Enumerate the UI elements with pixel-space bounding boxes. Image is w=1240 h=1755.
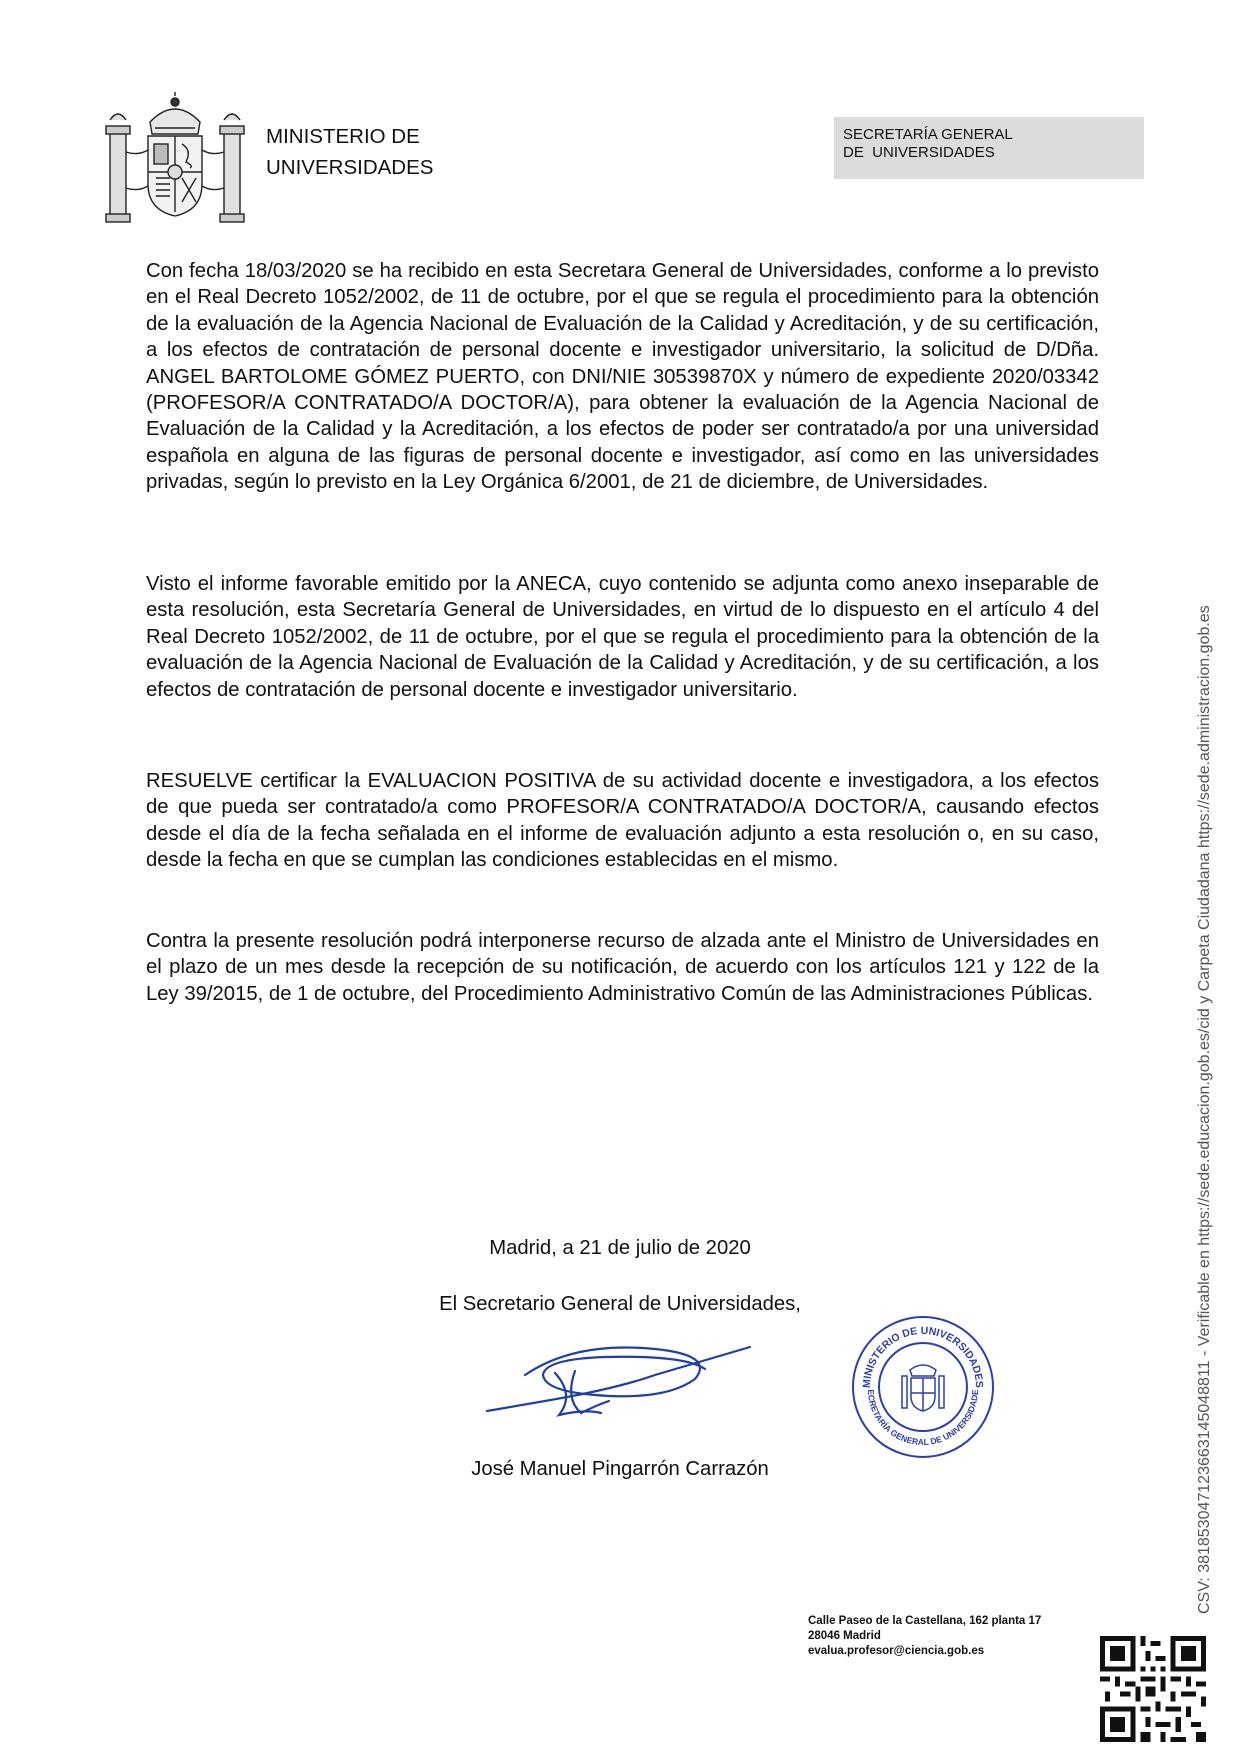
secretaria-line-1: SECRETARÍA GENERAL — [843, 126, 1013, 143]
ministry-line-2: UNIVERSIDADES — [266, 156, 434, 179]
csv-verification-text: CSV: 381853047123663145048811 - Verificable en https://sede.educacion.gob.es/cid y Carpeta Ciudadana https://sede.administracion.gob.es — [1196, 605, 1213, 1614]
contact-email: evalua.profesor@ciencia.gob.es — [808, 1645, 985, 1657]
ministry-line-1: MINISTERIO DE — [266, 125, 420, 148]
signer-name: José Manuel Pingarrón Carrazón — [471, 1458, 769, 1480]
footer-address — [808, 1614, 1041, 1659]
secretaria-label — [843, 126, 1013, 162]
signer-title: El Secretario General de Universidades, — [439, 1293, 801, 1315]
coat-of-arms-icon — [100, 92, 250, 228]
secretaria-line-2: DE UNIVERSIDADES — [843, 144, 995, 161]
address-line-2: 28046 Madrid — [808, 1630, 881, 1642]
paragraph-request: Con fecha 18/03/2020 se ha recibido en esta Secretara General de Universidades, conforme a lo previsto en el Real Decreto 1052/2002, de 11 de octubre, por el que se regula el procedimiento para la obtención de la evaluación de la Agencia Nacional de Evaluación de la Calidad y Acreditación, y de su certificación, a los efectos de contratación de personal docente e investigador universitario, la solicitud de D/Dña. ANGEL BARTOLOME GÓMEZ PUERTO, con DNI/NIE 30539870X y número de expediente 2020/03342 (PROFESOR/A CONTRATADO/A DOCTOR/A), para obtener la evaluación de la Agencia Nacional de Evaluación de la Calidad y la Acreditación, a los efectos de poder ser contratado/a por una universidad española en alguna de las figuras de personal docente e investigador, así como en las universidades privadas, según lo previsto en la Ley Orgánica 6/2001, de 21 de diciembre, de Universidades. — [146, 260, 1099, 494]
ministry-name — [266, 121, 433, 183]
qr-code-icon — [1100, 1636, 1206, 1742]
seal-text-bottom: ECRETARÍA GENERAL DE UNIVERSIDADE — [865, 1389, 981, 1448]
handwritten-signature — [485, 1335, 753, 1435]
official-seal — [848, 1312, 998, 1462]
address-line-1: Calle Paseo de la Castellana, 162 planta 17 — [808, 1615, 1042, 1627]
place-date: Madrid, a 21 de julio de 2020 — [489, 1237, 751, 1259]
paragraph-resolution: RESUELVE certificar la EVALUACION POSITIVA de su actividad docente e investigadora, a los efectos de que pueda ser contratado/a como PROFESOR/A CONTRATADO/A DOCTOR/A, causando efectos desde el día de la fecha señalada en el informe de evaluación adjunto a esta resolución o, en su caso, desde la fecha en que se cumplan las condiciones establecidas en el mismo. — [146, 770, 1099, 872]
paragraph-appeal: Contra la presente resolución podrá interponerse recurso de alzada ante el Ministro de Universidades en el plazo de un mes desde la recepción de su notificación, de acuerdo con los artículos 121 y 122 de la Ley 39/2015, de 1 de octubre, del Procedimiento Administrativo Común de las Administraciones Públicas. — [146, 930, 1099, 1005]
seal-crest-icon — [902, 1365, 944, 1411]
seal-text-top: MINISTERIO DE UNIVERSIDADES — [860, 1324, 986, 1389]
paragraph-report: Visto el informe favorable emitido por la ANECA, cuyo contenido se adjunta como anexo inseparable de esta resolución, esta Secretaría General de Universidades, en virtud de lo dispuesto en el artículo 4 del Real Decreto 1052/2002, de 11 de octubre, por el que se regula el procedimiento para la obtención de la evaluación de la Agencia Nacional de Evaluación de la Calidad y Acreditación, y de su certificación, a los efectos de contratación de personal docente e investigador universitario. — [146, 573, 1099, 701]
